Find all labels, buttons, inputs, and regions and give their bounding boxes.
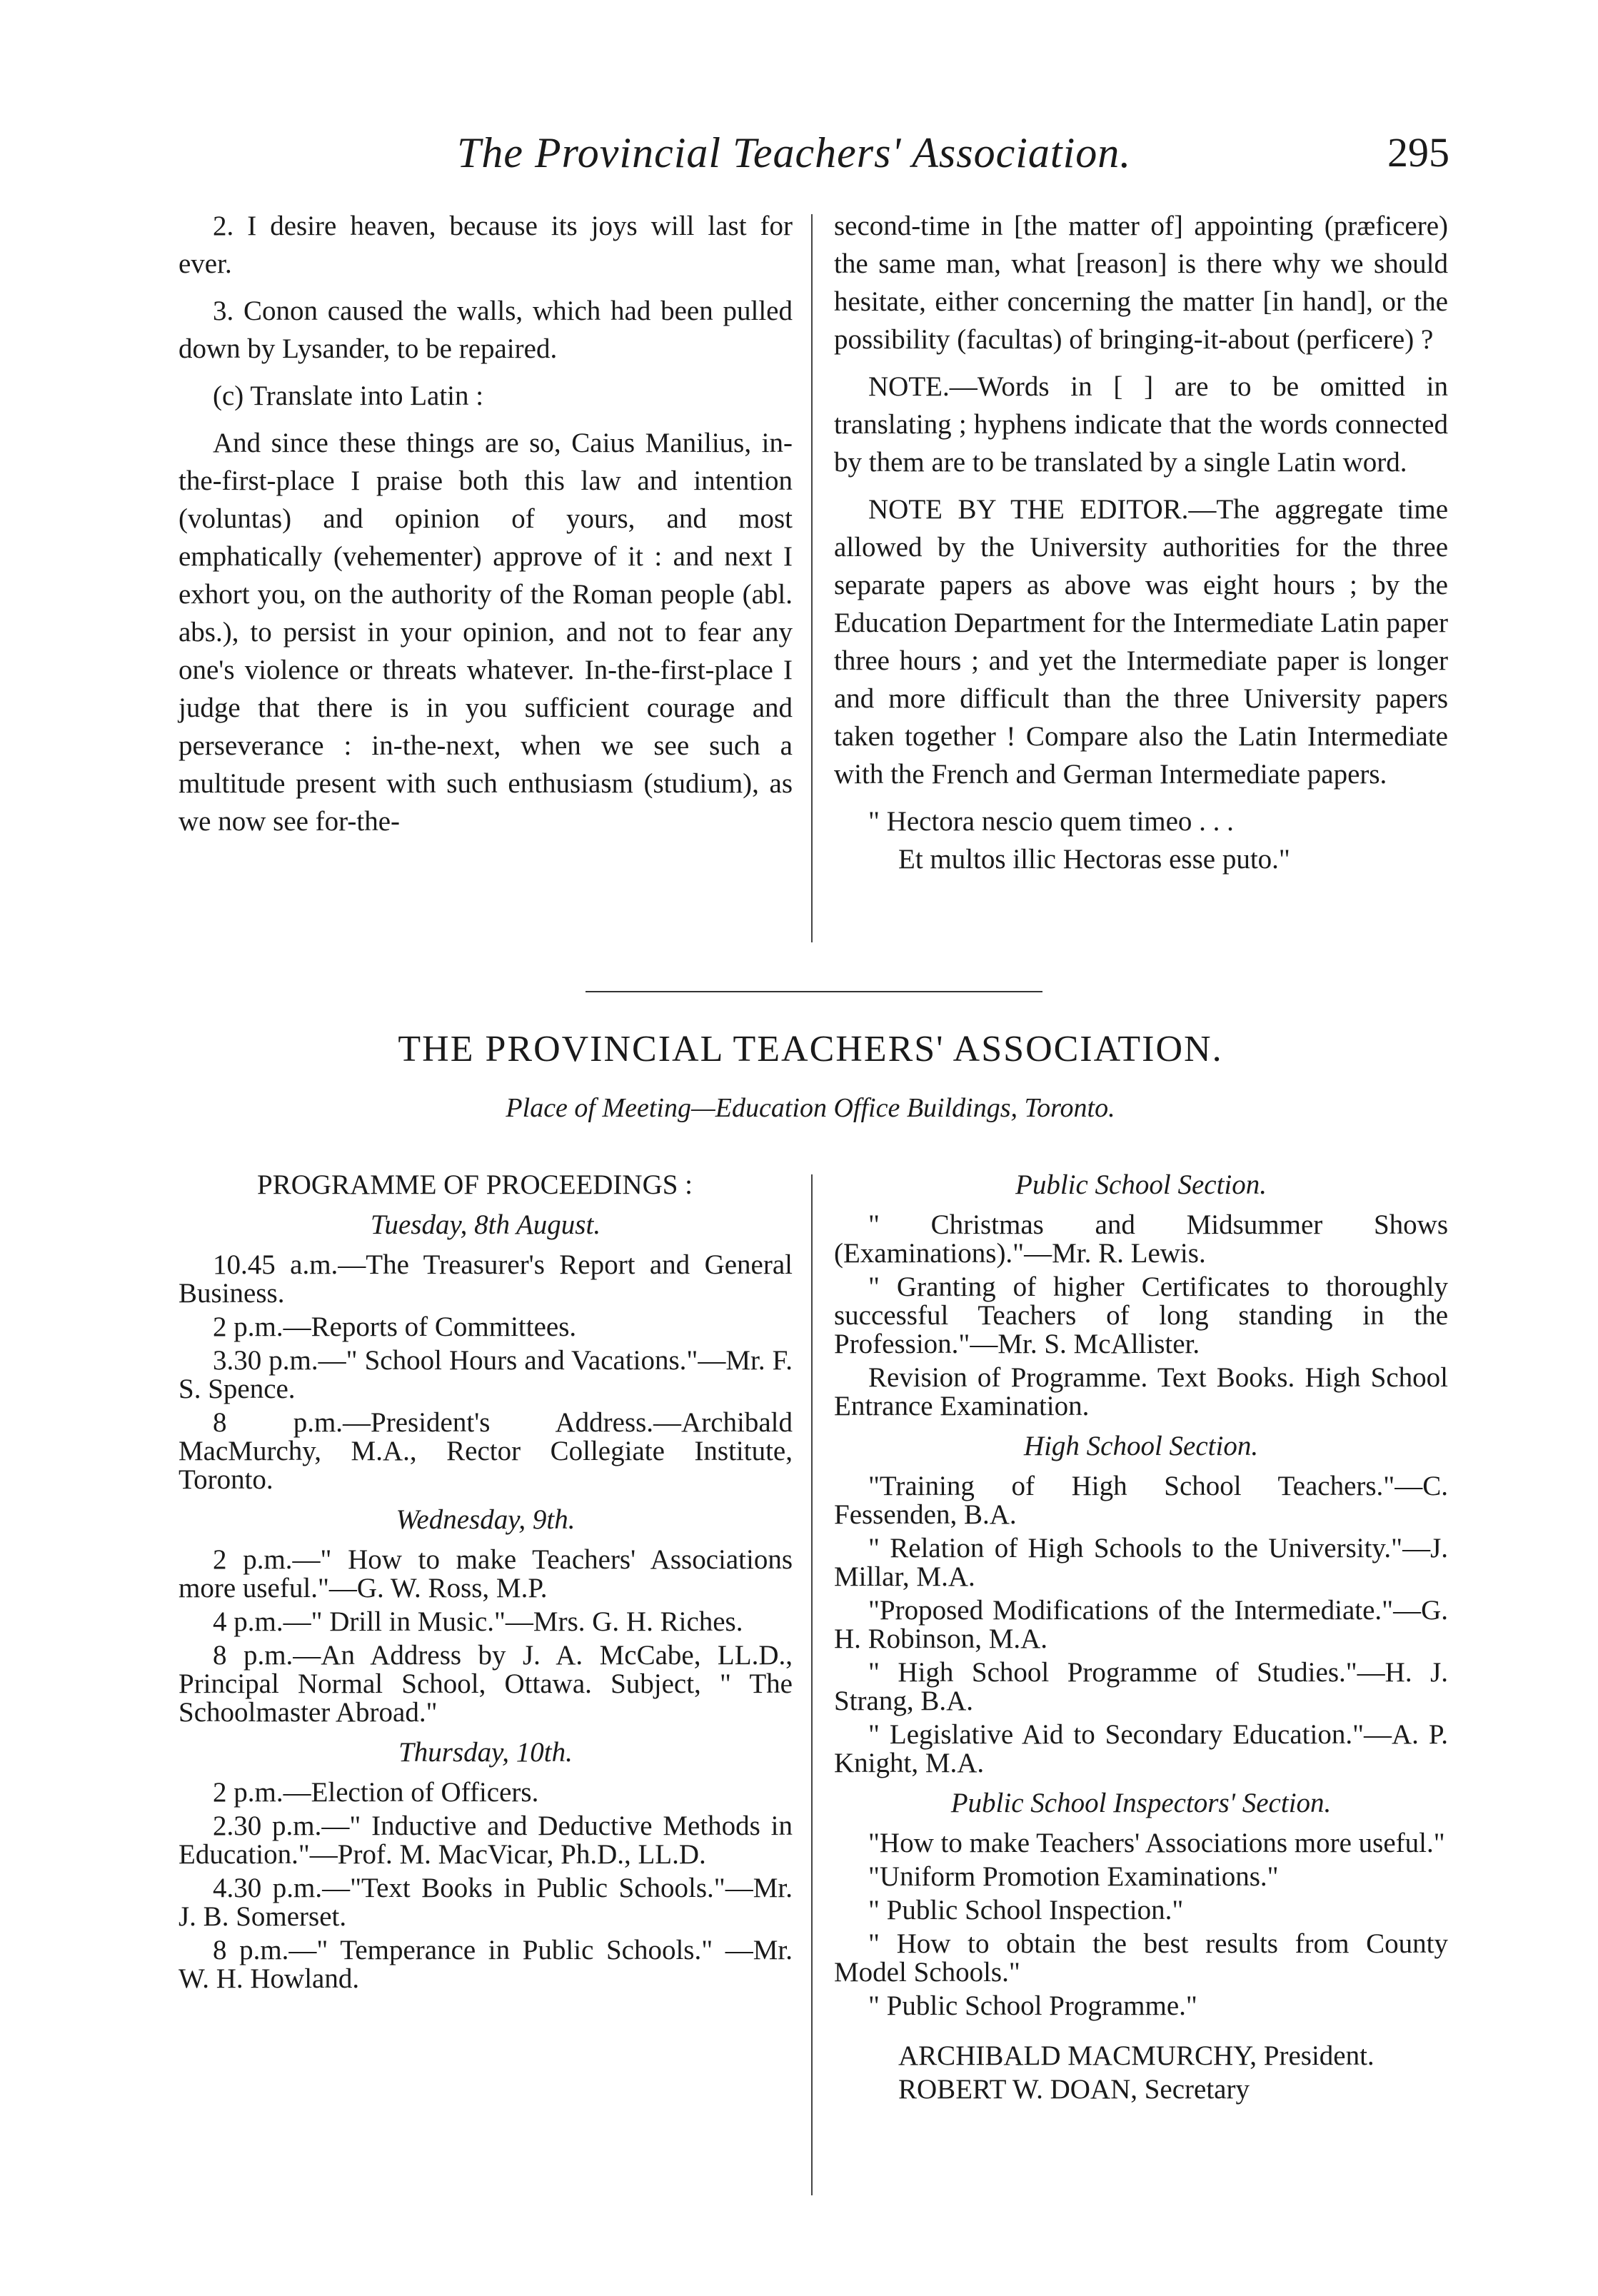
list-item: " Public School Inspection." [868,1895,1184,1925]
top-left-column [179,207,793,850]
list-item: 8 p.m.—" Temperance in Public Schools." —Mr. W. H. Howland. [179,1935,793,1994]
list-item: 8 p.m.—An Address by J. A. McCabe, LL.D., Principal Normal School, Ottawa. Subject, " The Schoolmaster Abroad." [179,1640,793,1728]
association-title: THE PROVINCIAL TEACHERS' ASSOCIATION. [398,1029,1223,1069]
passage-continuation: second-time in [the matter of] appointing (præficere) the same man, what [reason] is there why we should hesitate, either concerning the matter [in hand], or the possibility (facultas) of bringing-it-about (perficere) ? [834,211,1448,355]
high-school-heading: High School Section. [1023,1431,1259,1461]
running-title: The Provincial Teachers' Association. [457,129,1132,176]
list-item: " Legislative Aid to Secondary Education."—A. P. Knight, M.A. [834,1719,1448,1778]
list-item: 3.30 p.m.—" School Hours and Vacations."—Mr. F. S. Spence. [179,1345,793,1404]
list-item: Revision of Programme. Text Books. High School Entrance Examination. [834,1362,1448,1421]
exercise-2: 2. I desire heaven, because its joys will last for ever. [179,211,793,279]
list-item: 4 p.m.—" Drill in Music."—Mrs. G. H. Riches. [213,1606,743,1637]
programme-column [179,1171,793,1998]
list-item: "Proposed Modifications of the Intermediate."—G. H. Robinson, M.A. [834,1595,1448,1654]
secretary-signature: ROBERT W. DOAN, Secretary [898,2074,1250,2105]
list-item: 2.30 p.m.—" Inductive and Deductive Methods in Education."—Prof. M. MacVicar, Ph.D., LL.D. [179,1811,793,1870]
list-item: " Relation of High Schools to the University."—J. Millar, M.A. [834,1533,1448,1592]
translate-heading: (c) Translate into Latin : [213,381,484,411]
section-separator [586,991,1042,992]
exercise-3: 3. Conon caused the walls, which had been pulled down by Lysander, to be repaired. [179,296,793,364]
page-number: 295 [1387,129,1449,176]
list-item: 4.30 p.m.—"Text Books in Public Schools."—Mr. J. B. Somerset. [179,1873,793,1932]
list-item: " Christmas and Midsummer Shows (Examinations)."—Mr. R. Lewis. [834,1209,1448,1269]
list-item: 2 p.m.—Reports of Committees. [213,1311,577,1342]
list-item: 2 p.m.—Election of Officers. [213,1777,539,1808]
list-item: " High School Programme of Studies."—H. J. Strang, B.A. [834,1657,1448,1716]
note: NOTE.—Words in [ ] are to be omitted in translating ; hyphens indicate that the words connected by them are to be translated by a single Latin word. [834,371,1448,478]
list-item: " Granting of higher Certificates to thoroughly successful Teachers of long standing in the Profession."—Mr. S. McAllister. [834,1272,1448,1359]
association-subtitle: Place of Meeting—Education Office Buildings, Toronto. [506,1093,1115,1123]
sections-column [834,1171,1448,2109]
quote-line-1: " Hectora nescio quem timeo . . . [868,806,1234,837]
public-school-heading: Public School Section. [1015,1169,1267,1200]
programme-heading: PROGRAMME OF PROCEEDINGS : [257,1169,693,1200]
inspectors-heading: Public School Inspectors' Section. [950,1788,1332,1818]
quote-line-2: Et multos illic Hectoras esse puto." [898,844,1290,875]
column-divider-bottom [811,1174,813,2195]
list-item: "Training of High School Teachers."—C. Fessenden, B.A. [834,1471,1448,1530]
tuesday-heading: Tuesday, 8th August. [370,1209,601,1240]
list-item: 10.45 a.m.—The Treasurer's Report and General Business. [179,1249,793,1309]
list-item: " How to obtain the best results from County Model Schools." [834,1928,1448,1988]
president-signature: ARCHIBALD MACMURCHY, President. [898,2040,1375,2071]
thursday-heading: Thursday, 10th. [398,1737,573,1768]
translation-passage: And since these things are so, Caius Manilius, in-the-first-place I praise both this law and intention (voluntas) and opinion of yours, and most emphatically (vehementer) approve of it : and next I exhort you, on the authority of the Roman people (abl. abs.), to persist in your opinion, and not to fear any one's violence or threats whatever. In-the-first-place I judge that there is in you sufficient courage and perseverance : in-the-next, when we see such a multitude present with such enthusiasm (studium), as we now see for-the- [179,428,793,837]
list-item: "How to make Teachers' Associations more useful." [868,1828,1445,1858]
list-item: 8 p.m.—President's Address.—Archibald MacMurchy, M.A., Rector Collegiate Institute, Toronto. [179,1407,793,1495]
column-divider-top [811,214,813,942]
list-item: "Uniform Promotion Examinations." [868,1861,1279,1892]
list-item: 2 p.m.—" How to make Teachers' Associations more useful."—G. W. Ross, M.P. [179,1544,793,1603]
wednesday-heading: Wednesday, 9th. [396,1504,576,1535]
list-item: " Public School Programme." [868,1990,1197,2021]
running-head [171,129,1449,186]
editor-note: NOTE BY THE EDITOR.—The aggregate time allowed by the University authorities for the three separate papers as above was eight hours ; by the Education Department for the Intermediate Latin paper three hours ; and yet the Intermediate paper is longer and more difficult than the three University papers taken together ! Compare also the Latin Intermediate with the French and German Intermediate papers. [834,494,1448,790]
top-right-column [834,207,1448,887]
